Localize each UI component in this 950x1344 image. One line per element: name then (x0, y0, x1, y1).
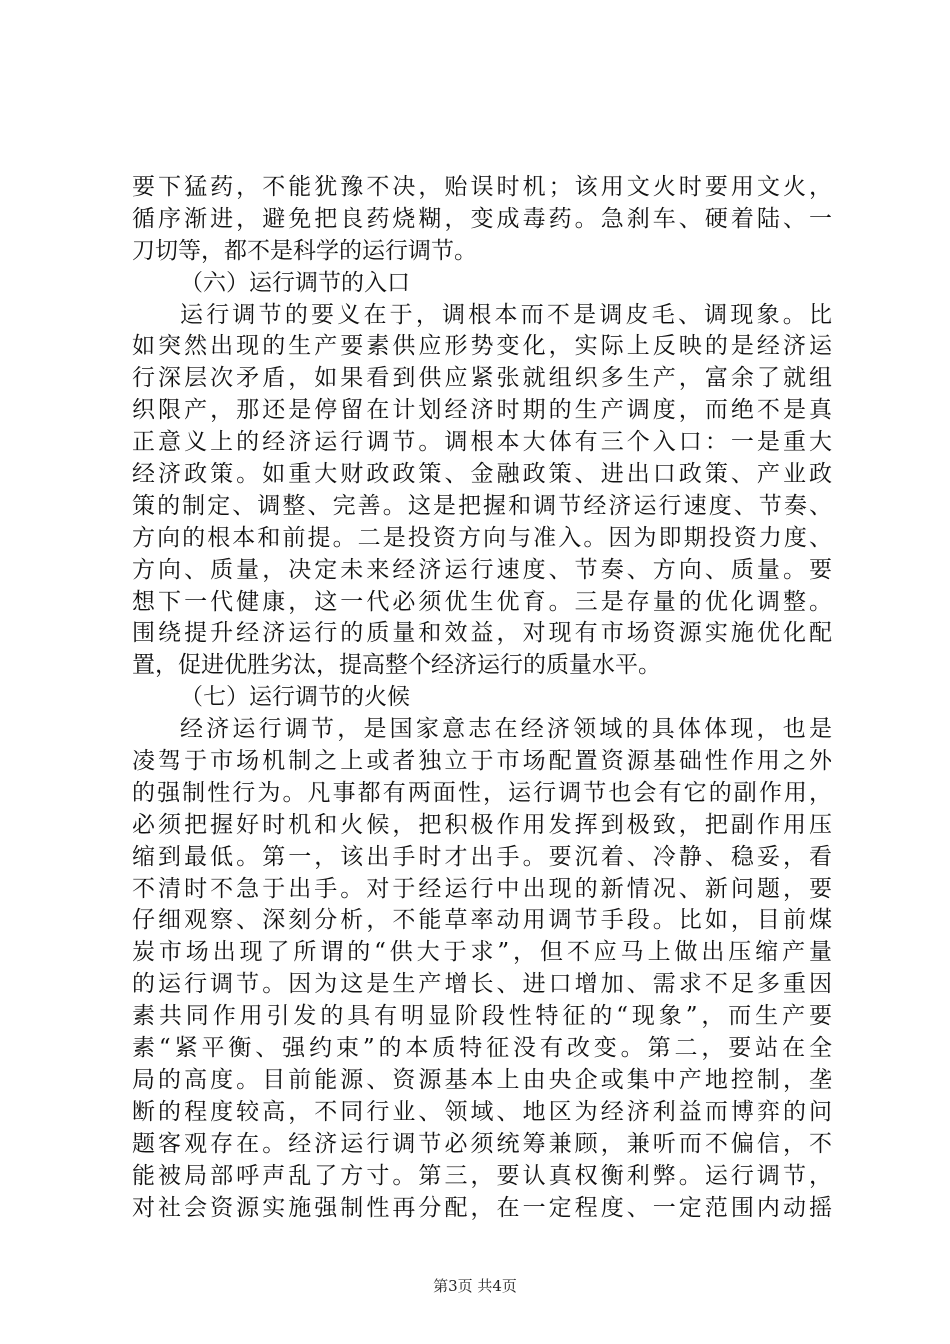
paragraph-first-line: 经济运行调节，是国家意志在经济领域的具体体现，也是 (180, 716, 832, 743)
text-line: 置，促进优胜劣汰，提高整个经济运行的质量水平。 (132, 652, 661, 679)
text-line: 局的高度。目前能源、资源基本上由央企或集中产地控制，垄 (132, 1066, 832, 1093)
text-line: 素共同作用引发的具有明显阶段性特征的“现象”，而生产要 (132, 1003, 832, 1030)
page-footer: 第3页 共4页 (433, 1277, 517, 1295)
text-line: 题客观存在。经济运行调节必须统筹兼顾，兼听而不偏信，不 (132, 1130, 832, 1157)
text-line: 循序渐进，避免把良药烧糊，变成毒药。急刹车、硬着陆、一 (132, 205, 832, 232)
text-line: 行深层次矛盾，如果看到供应紧张就组织多生产，富余了就组 (132, 365, 832, 392)
text-line: 对社会资源实施强制性再分配，在一定程度、一定范围内动摇 (132, 1194, 832, 1221)
text-line: 织限产，那还是停留在计划经济时期的生产调度，而绝不是真 (132, 397, 832, 424)
text-line: 经济政策。如重大财政政策、金融政策、进出口政策、产业政 (132, 461, 832, 488)
text-line: 想下一代健康，这一代必须优生优育。三是存量的优化调整。 (132, 588, 832, 615)
text-line: 围绕提升经济运行的质量和效益，对现有市场资源实施优化配 (132, 620, 832, 647)
text-line: 的强制性行为。凡事都有两面性，运行调节也会有它的副作用， (132, 779, 832, 806)
text-line: 缩到最低。第一，该出手时才出手。要沉着、冷静、稳妥，看 (132, 843, 832, 870)
text-line: 炭市场出现了所谓的“供大于求”，但不应马上做出压缩产量 (132, 939, 832, 966)
text-line: 仔细观察、深刻分析，不能草率动用调节手段。比如，目前煤 (132, 907, 832, 934)
text-line: 如突然出现的生产要素供应形势变化，实际上反映的是经济运 (132, 333, 832, 360)
text-line: 素“紧平衡、强约束”的本质特征没有改变。第二，要站在全 (132, 1035, 832, 1062)
text-line: 策的制定、调整、完善。这是把握和调节经济运行速度、节奏、 (132, 492, 832, 519)
text-line: 方向的根本和前提。二是投资方向与准入。因为即期投资力度、 (132, 524, 832, 551)
section-heading: （六）运行调节的入口 (180, 269, 410, 296)
text-line: 的运行调节。因为这是生产增长、进口增加、需求不足多重因 (132, 971, 832, 998)
text-line: 方向、质量，决定未来经济运行速度、节奏、方向、质量。要 (132, 556, 832, 583)
body-text (132, 172, 832, 1224)
section-heading: （七）运行调节的火候 (180, 684, 410, 711)
text-line: 要下猛药，不能犹豫不决，贻误时机；该用文火时要用文火， (132, 174, 832, 200)
text-line: 不清时不急于出手。对于经运行中出现的新情况、新问题，要 (132, 875, 832, 902)
text-line: 刀切等，都不是科学的运行调节。 (132, 237, 477, 264)
paragraph-first-line: 运行调节的要义在于，调根本而不是调皮毛、调现象。比 (180, 301, 832, 328)
text-line: 凌驾于市场机制之上或者独立于市场配置资源基础性作用之外 (132, 748, 832, 775)
text-line: 必须把握好时机和火候，把积极作用发挥到极致，把副作用压 (132, 811, 832, 838)
text-line: 断的程度较高，不同行业、领域、地区为经济利益而博弈的问 (132, 1098, 832, 1125)
text-line: 正意义上的经济运行调节。调根本大体有三个入口：一是重大 (132, 429, 832, 456)
text-line: 能被局部呼声乱了方寸。第三，要认真权衡利弊。运行调节， (132, 1162, 832, 1189)
